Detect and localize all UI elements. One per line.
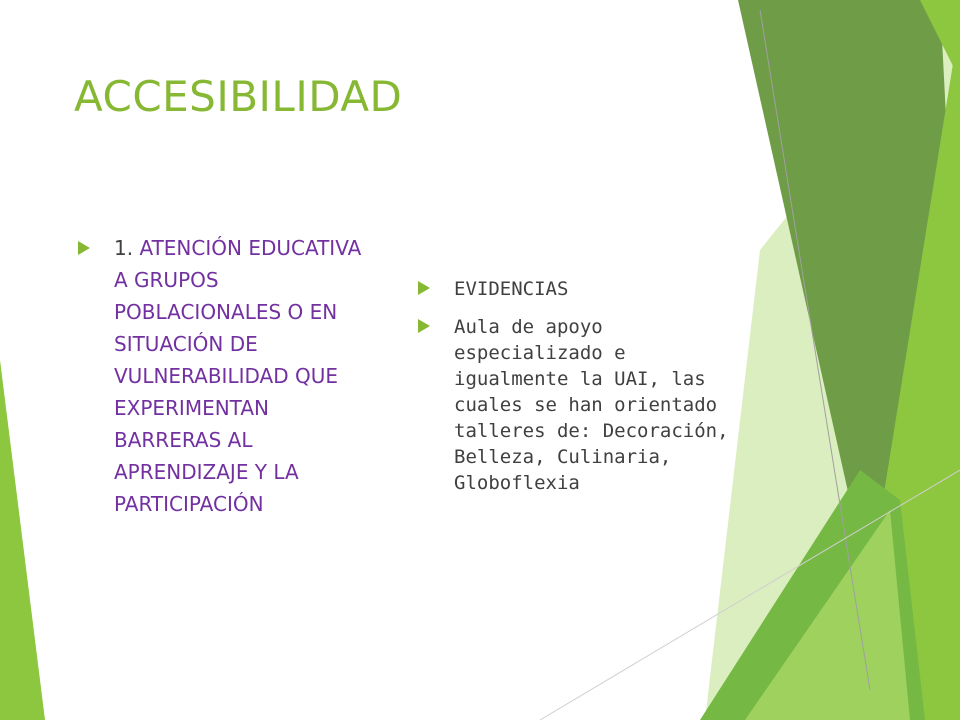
evidencias-description: Aula de apoyo especializado e igualmente la UAI, las cuales se han orientado talleres de: Decoración, Belleza, Culinaria, Globoflexia — [454, 316, 729, 494]
slide-title: ACCESIBILIDAD — [74, 72, 403, 121]
left-bullet-text — [114, 232, 378, 520]
triangle-bullet-icon — [78, 241, 90, 255]
right-column — [418, 276, 738, 508]
left-green-stripe — [0, 360, 45, 720]
triangle-bullet-icon — [418, 281, 430, 295]
left-bullet — [78, 232, 378, 520]
right-bullet-1 — [418, 276, 738, 302]
left-bullet-content: ATENCIÓN EDUCATIVA A GRUPOS POBLACIONALES O EN SITUACIÓN DE VULNERABILIDAD QUE EXPERIMENTAN BARRERAS AL APRENDIZAJE Y LA PARTICIPACIÓN — [114, 236, 362, 516]
bullet-number: 1. — [114, 236, 134, 260]
evidencias-label: EVIDENCIAS — [454, 278, 569, 300]
left-column — [78, 232, 378, 520]
triangle-bullet-icon — [418, 319, 430, 333]
right-bullet-2 — [418, 314, 738, 496]
